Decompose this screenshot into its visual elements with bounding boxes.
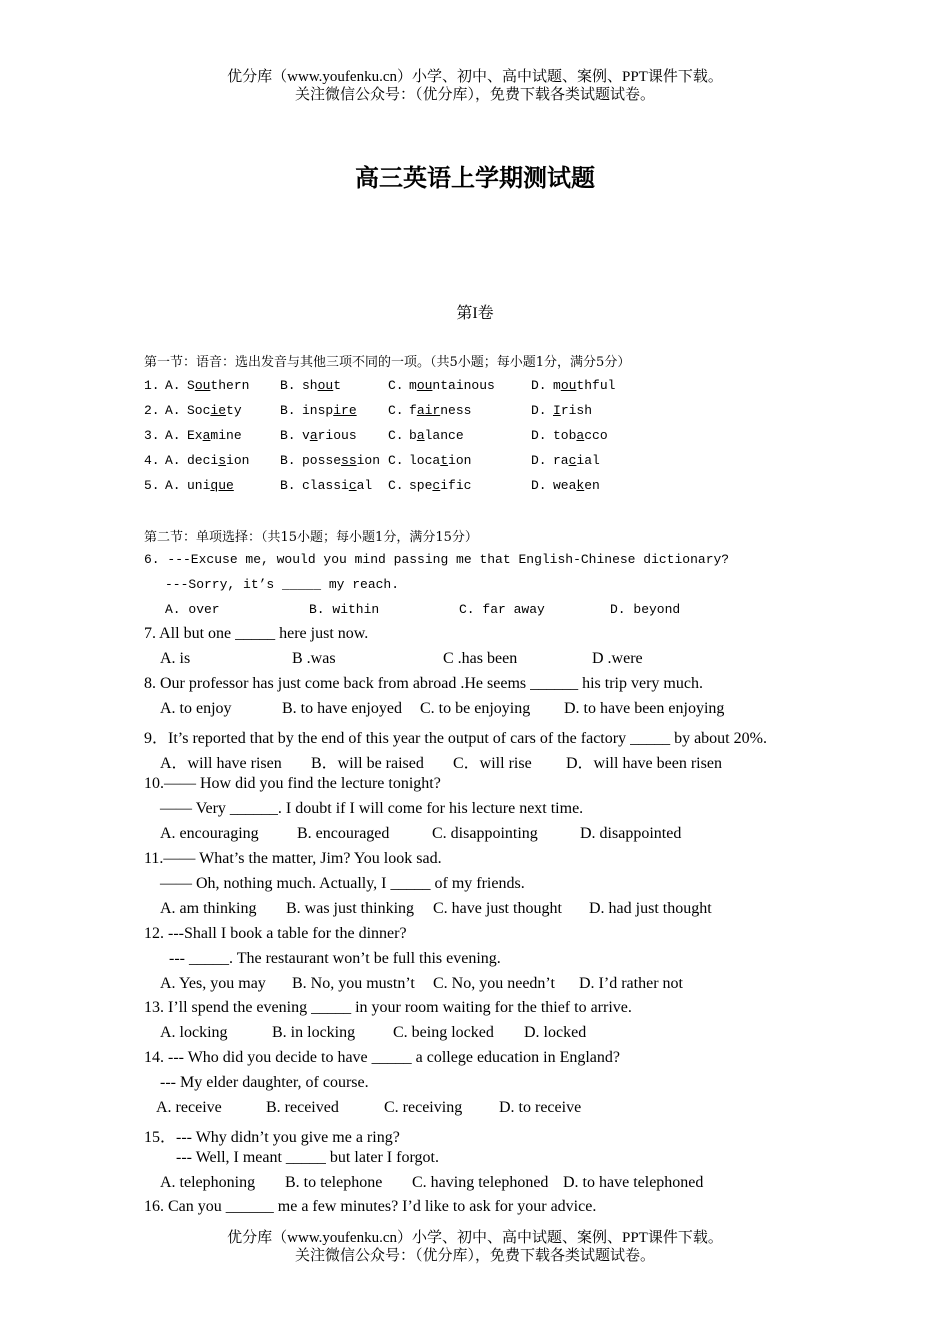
q15-option-d: D. to have telephoned <box>563 1174 704 1191</box>
header-line-2: 关注微信公众号：（优分库），免费下载各类试题试卷。 <box>294 87 655 103</box>
underlined-letters: a <box>309 428 318 443</box>
q6-line2: ---Sorry, it’s _____ my reach. <box>165 577 400 592</box>
underlined-letters: ou <box>560 378 577 393</box>
volume-label: 第I卷 <box>456 305 494 322</box>
page-title: 高三英语上学期测试题 <box>355 164 595 192</box>
phonetics-option-word: decision <box>187 453 250 468</box>
phonetics-option-letter: D. <box>531 428 547 443</box>
section1-heading: 第一节：语音：选出发音与其他三项不同的一项。（共5小题；每小题1分，满分5分） <box>144 355 631 370</box>
phonetics-option-letter: A. <box>165 428 181 443</box>
phonetics-option-letter: B. <box>280 478 296 493</box>
phonetics-question-number: 5. <box>144 478 160 493</box>
q11-text: 11.—— What’s the matter, Jim? You look sad. <box>144 850 442 867</box>
underlined-letters: ie <box>210 403 227 418</box>
phonetics-option-letter: B. <box>280 428 296 443</box>
q13-option-a: A. locking <box>160 1024 228 1041</box>
q6-option-b: B. within <box>309 602 380 617</box>
phonetics-option-word: Irish <box>553 403 593 418</box>
phonetics-option-letter: C. <box>388 428 404 443</box>
phonetics-option-word: fairness <box>409 403 472 418</box>
phonetics-option-word: inspire <box>302 403 357 418</box>
phonetics-option-word: Examine <box>187 428 242 443</box>
q15-option-b: B. to telephone <box>285 1174 383 1191</box>
phonetics-option-letter: D. <box>531 403 547 418</box>
q15-text: 15．--- Why didn’t you give me a ring? <box>144 1129 400 1146</box>
q12-option-d: D. I’d rather not <box>579 975 683 992</box>
q8-option-d: D. to have been enjoying <box>564 700 725 717</box>
q15-option-a: A. telephoning <box>160 1174 256 1191</box>
q7-option-b: B .was <box>292 650 336 667</box>
q12-line2: --- _____. The restaurant won’t be full this evening. <box>169 950 501 967</box>
phonetics-option-letter: A. <box>165 403 181 418</box>
phonetics-option-letter: B. <box>280 453 296 468</box>
q7-option-c: C .has been <box>443 650 518 667</box>
q11-line2: —— Oh, nothing much. Actually, I _____ of my friends. <box>160 875 525 892</box>
phonetics-option-word: Society <box>187 403 242 418</box>
phonetics-option-word: classical <box>302 478 373 493</box>
q10-option-c: C. disappointing <box>432 825 538 842</box>
underlined-letters: a <box>416 428 425 443</box>
phonetics-option-word: location <box>409 453 472 468</box>
phonetics-option-letter: A. <box>165 378 181 393</box>
q13-text: 13. I’ll spend the evening _____ in your room waiting for the thief to arrive. <box>144 999 632 1016</box>
q6-line1: 6. ---Excuse me, would you mind passing me that English-Chinese dictionary? <box>144 552 730 567</box>
q11-option-a: A. am thinking <box>160 900 257 917</box>
q12-option-c: C. No, you needn’t <box>433 975 555 992</box>
q11-option-d: D. had just thought <box>589 900 712 917</box>
underlined-letters: ou <box>317 378 334 393</box>
phonetics-option-letter: A. <box>165 478 181 493</box>
q12-option-a: A. Yes, you may <box>160 975 266 992</box>
phonetics-option-word: specific <box>409 478 472 493</box>
phonetics-option-word: balance <box>409 428 464 443</box>
q16-text: 16. Can you ______ me a few minutes? I’d like to ask for your advice. <box>144 1198 597 1215</box>
q14-option-a: A. receive <box>156 1099 222 1116</box>
q9-option-c: C．will rise <box>453 755 532 772</box>
phonetics-option-letter: D. <box>531 453 547 468</box>
phonetics-option-word: mountainous <box>409 378 495 393</box>
q10-option-d: D. disappointed <box>580 825 682 842</box>
q10-option-b: B. encouraged <box>297 825 390 842</box>
q8-option-b: B. to have enjoyed <box>282 700 402 717</box>
q7-option-a: A. is <box>160 650 191 667</box>
underlined-letters: s <box>218 453 227 468</box>
phonetics-option-word: shout <box>302 378 342 393</box>
q6-option-d: D. beyond <box>610 602 681 617</box>
underlined-letters: ss <box>341 453 357 468</box>
underlined-letters: t <box>440 453 449 468</box>
phonetics-option-word: mouthful <box>553 378 616 393</box>
phonetics-option-letter: A. <box>165 453 181 468</box>
phonetics-option-word: possession <box>302 453 381 468</box>
phonetics-option-letter: D. <box>531 478 547 493</box>
q13-option-c: C. being locked <box>393 1024 494 1041</box>
phonetics-question-number: 3. <box>144 428 160 443</box>
q8-text: 8. Our professor has just come back from abroad .He seems ______ his trip very much. <box>144 675 703 692</box>
phonetics-option-word: racial <box>553 453 600 468</box>
q12-option-b: B. No, you mustn’t <box>292 975 415 992</box>
q11-option-c: C. have just thought <box>433 900 562 917</box>
phonetics-question-number: 2. <box>144 403 160 418</box>
underlined-letters: c <box>568 453 577 468</box>
phonetics-question-number: 1. <box>144 378 160 393</box>
page-header <box>0 68 950 104</box>
page-footer <box>0 1229 950 1265</box>
phonetics-option-letter: D. <box>531 378 547 393</box>
q8-option-c: C. to be enjoying <box>420 700 531 717</box>
underlined-letters: que <box>210 478 234 493</box>
q14-text: 14. --- Who did you decide to have _____ a college education in England? <box>144 1049 620 1066</box>
q10-text: 10.—— How did you find the lecture tonight? <box>144 775 441 792</box>
underlined-letters: I <box>553 403 561 418</box>
underlined-letters: k <box>576 478 585 493</box>
underlined-letters: a <box>576 428 585 443</box>
q14-option-c: C. receiving <box>384 1099 463 1116</box>
underlined-letters: ou <box>194 378 211 393</box>
phonetics-option-letter: C. <box>388 403 404 418</box>
phonetics-option-letter: C. <box>388 378 404 393</box>
q9-option-b: B．will be raised <box>311 755 424 772</box>
q9-text: 9．It’s reported that by the end of this year the output of cars of the factory _____ by about 20%. <box>144 730 767 747</box>
phonetics-question-number: 4. <box>144 453 160 468</box>
q6-option-c: C. far away <box>459 602 545 617</box>
phonetics-option-word: Southern <box>187 378 250 393</box>
q13-option-d: D. locked <box>524 1024 587 1041</box>
underlined-letters: c <box>348 478 357 493</box>
q10-option-a: A. encouraging <box>160 825 259 842</box>
phonetics-option-word: tobacco <box>553 428 608 443</box>
phonetics-option-word: weaken <box>553 478 600 493</box>
section2-heading: 第二节：单项选择：（共15小题；每小题1分，满分15分） <box>144 530 478 545</box>
q7-option-d: D .were <box>592 650 643 667</box>
footer-line-2: 关注微信公众号：（优分库），免费下载各类试题试卷。 <box>294 1248 655 1264</box>
q13-option-b: B. in locking <box>272 1024 356 1041</box>
phonetics-option-letter: B. <box>280 403 296 418</box>
underlined-letters: air <box>416 403 441 418</box>
underlined-letters: a <box>202 428 211 443</box>
q14-line2: --- My elder daughter, of course. <box>160 1074 369 1091</box>
q12-text: 12. ---Shall I book a table for the dinner? <box>144 925 407 942</box>
underlined-letters: ou <box>416 378 433 393</box>
q9-option-a: A．will have risen <box>160 755 282 772</box>
phonetics-option-letter: C. <box>388 453 404 468</box>
q10-line2: —— Very ______. I doubt if I will come for his lecture next time. <box>160 800 584 817</box>
underlined-letters: c <box>432 478 441 493</box>
footer-line-1: 优分库（www.youfenku.cn）小学、初中、高中试题、案例、PPT课件下载。 <box>227 1230 723 1246</box>
q15-line2: --- Well, I meant _____ but later I forgot. <box>176 1149 439 1166</box>
phonetics-option-word: various <box>302 428 357 443</box>
q6-option-a: A. over <box>165 602 220 617</box>
phonetics-option-letter: C. <box>388 478 404 493</box>
q7-text: 7. All but one _____ here just now. <box>144 625 369 642</box>
q14-option-d: D. to receive <box>499 1099 582 1116</box>
header-line-1: 优分库（www.youfenku.cn）小学、初中、高中试题、案例、PPT课件下载。 <box>227 69 723 85</box>
q9-option-d: D．will have been risen <box>566 755 722 772</box>
phonetics-option-word: unique <box>187 478 234 493</box>
underlined-letters: ire <box>333 403 357 418</box>
q15-option-c: C. having telephoned <box>412 1174 549 1191</box>
q8-option-a: A. to enjoy <box>160 700 232 717</box>
phonetics-option-letter: B. <box>280 378 296 393</box>
q11-option-b: B. was just thinking <box>286 900 415 917</box>
q14-option-b: B. received <box>266 1099 339 1116</box>
